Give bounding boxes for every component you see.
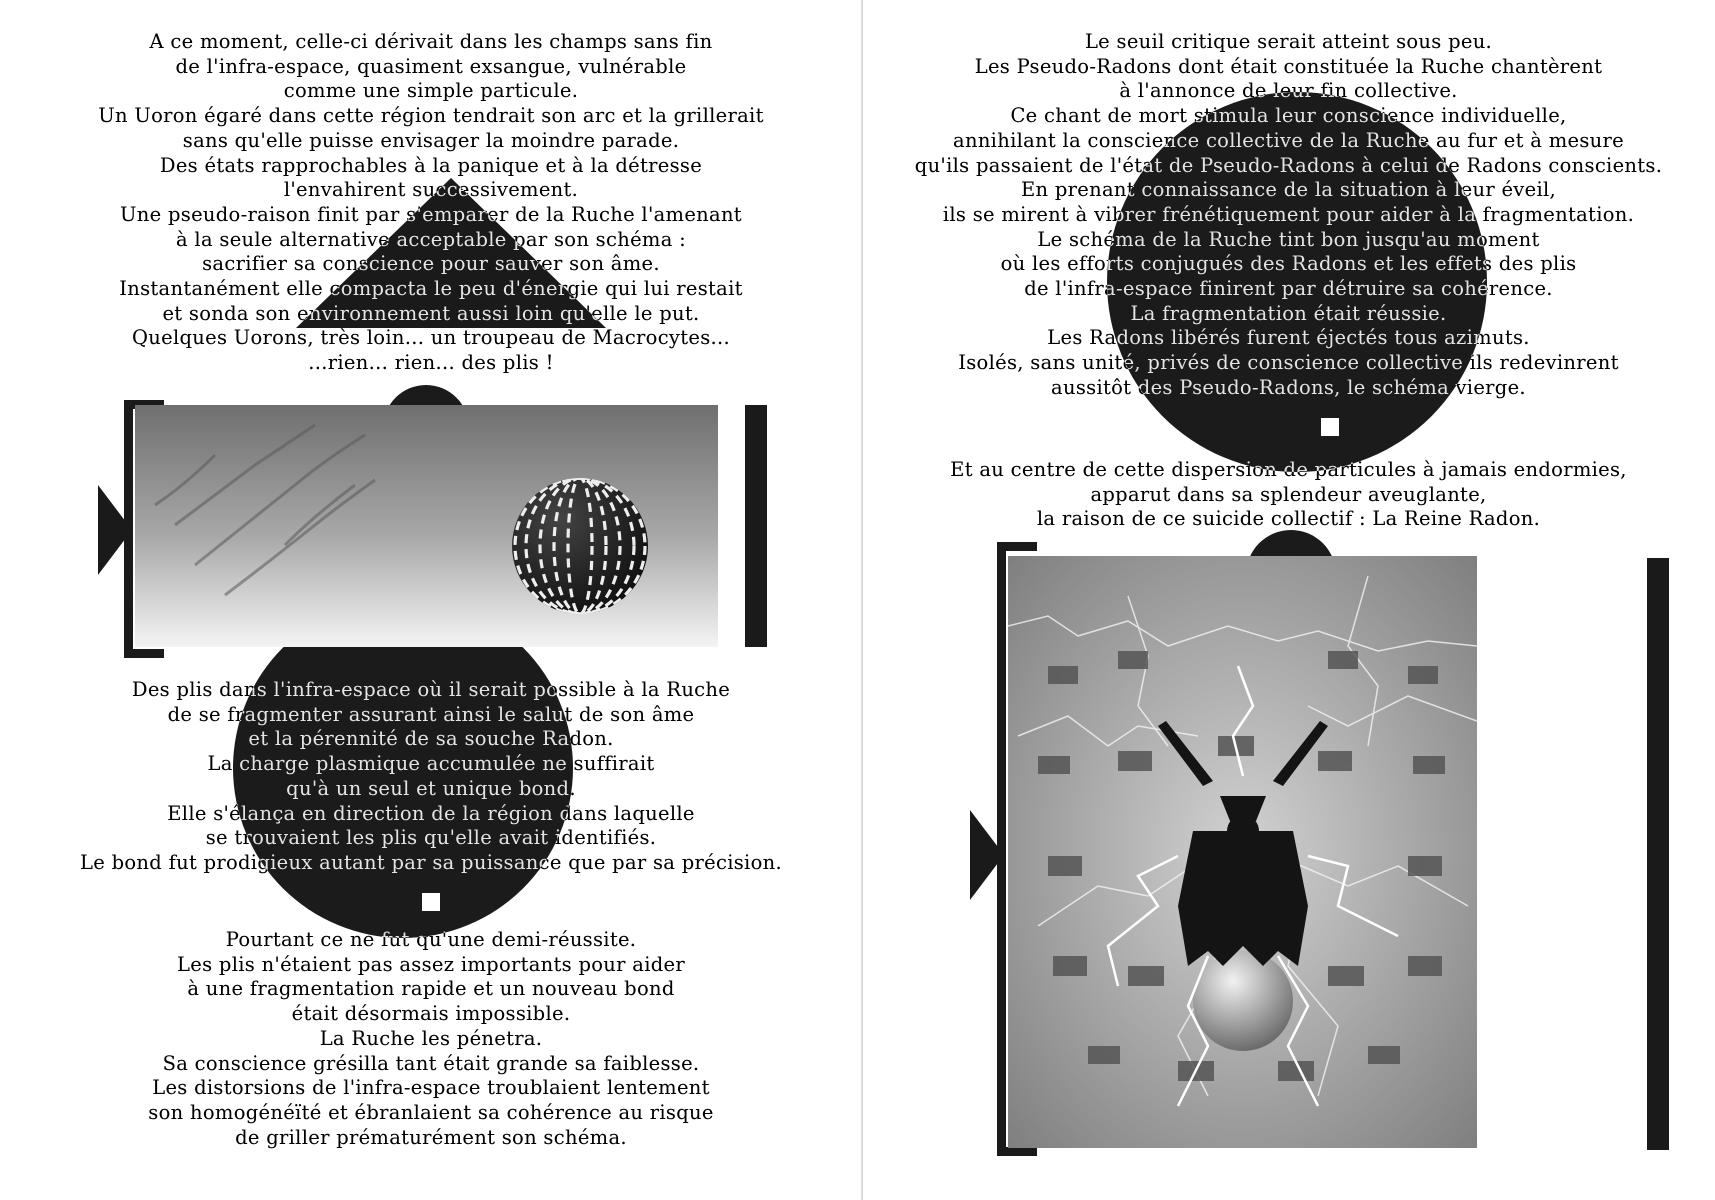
text-line: Sa conscience grésilla tant était grande sa faiblesse.: [162, 1051, 700, 1075]
decorative-bar-right: [745, 405, 767, 647]
text-line: annihilant la conscience collective de la Ruche au fur et à mesure: [953, 128, 1624, 152]
separator-square: [1321, 418, 1339, 436]
text-line: comme une simple particule.: [283, 79, 579, 103]
text-line: l'envahirent successivement.: [283, 178, 579, 202]
right-page: [862, 0, 1715, 1200]
text-line: de griller prématurément son schéma.: [235, 1125, 627, 1149]
text-line: qu'ils passaient de l'état de Pseudo-Radons à celui de Radons conscients.: [914, 153, 1663, 177]
illustration-reine-radon: [1008, 556, 1477, 1148]
text-line: ...rien... rien... des plis !: [308, 351, 554, 375]
text-line: Instantanément elle compacta le peu d'énergie qui lui restait: [119, 277, 743, 301]
text-line: Elle s'élança en direction de la région dans laquelle: [167, 801, 695, 825]
separator-square: [422, 893, 440, 911]
text-line: Pourtant ce ne fut qu'une demi-réussite.: [225, 928, 637, 951]
text-line: était désormais impossible.: [291, 1002, 571, 1026]
text-line: Les Pseudo-Radons dont était constituée la Ruche chantèrent: [974, 54, 1603, 78]
text-line: son homogénéïté et ébranlaient sa cohérence au risque: [148, 1100, 714, 1124]
text-line: sans qu'elle puisse envisager la moindre parade.: [182, 128, 680, 152]
text-line: à une fragmentation rapide et un nouveau bond: [187, 977, 675, 1001]
text-line: A ce moment, celle-ci dérivait dans les champs sans fin: [149, 30, 713, 53]
text-line: Un Uoron égaré dans cette région tendrait son arc et la grillerait: [98, 104, 764, 128]
text-line: à la seule alternative acceptable par son schéma :: [176, 227, 686, 251]
illustration-sphere: [135, 405, 718, 647]
text-line: Une pseudo-raison finit par s'emparer de la Ruche l'amenant: [120, 202, 742, 226]
text-line: de se fragmenter assurant ainsi le salut de son âme: [167, 702, 695, 726]
text-line: Et au centre de cette dispersion de particules à jamais endormies,: [950, 458, 1627, 481]
text-line: Le bond fut prodigieux autant par sa puissance que par sa précision.: [80, 850, 782, 874]
text-line: et la pérennité de sa souche Radon.: [248, 727, 614, 751]
text-line: La charge plasmique accumulée ne suffirait: [207, 752, 655, 776]
text-line: Des plis dans l'infra-espace où il serait possible à la Ruche: [131, 678, 731, 701]
text-line: et sonda son environnement aussi loin qu'elle le put.: [162, 301, 700, 325]
text-line: la raison de ce suicide collectif : La Reine Radon.: [1036, 507, 1541, 531]
right-paragraph-2: [862, 458, 1715, 532]
text-line: Isolés, sans unité, privés de conscience collective ils redevinrent: [958, 351, 1619, 375]
text-line: En prenant connaissance de la situation à leur éveil,: [1020, 178, 1557, 202]
text-line: Les distorsions de l'infra-espace troublaient lentement: [152, 1076, 710, 1100]
text-line: où les efforts conjugués des Radons et les effets des plis: [1000, 252, 1577, 276]
text-line: La Ruche les pénetra.: [319, 1026, 543, 1050]
decorative-bar-right: [1647, 558, 1669, 1150]
text-line: Le seuil critique serait atteint sous peu.: [1084, 30, 1493, 53]
text-line: apparut dans sa splendeur aveuglante,: [1090, 482, 1487, 506]
left-paragraph-1: [0, 30, 862, 376]
text-line: de l'infra-espace finirent par détruire sa cohérence.: [1024, 277, 1553, 301]
text-line: Les Radons libérés furent éjectés tous azimuts.: [1047, 326, 1530, 350]
text-line: de l'infra-espace, quasiment exsangue, vulnérable: [175, 54, 687, 78]
text-line: à l'annonce de leur fin collective.: [1119, 79, 1458, 103]
text-line: sacrifier sa conscience pour sauver son âme.: [202, 252, 660, 276]
text-line: Des états rapprochables à la panique et à la détresse: [159, 153, 703, 177]
left-paragraph-3: [0, 928, 862, 1150]
text-line: Les plis n'étaient pas assez importants pour aider: [177, 952, 685, 976]
right-paragraph-1: [862, 30, 1715, 401]
text-line: Ce chant de mort stimula leur conscience individuelle,: [1010, 104, 1567, 128]
text-line: Quelques Uorons, très loin... un troupeau de Macrocytes...: [131, 326, 731, 350]
text-line: qu'à un seul et unique bond.: [286, 776, 576, 800]
text-line: Le schéma de la Ruche tint bon jusqu'au moment: [1037, 227, 1540, 251]
text-line: se trouvaient les plis qu'elle avait identifiés.: [205, 826, 657, 850]
text-line: La fragmentation était réussie.: [1130, 301, 1447, 325]
left-paragraph-2: [0, 678, 862, 876]
text-line: ils se mirent à vibrer frénétiquement pour aider à la fragmentation.: [942, 202, 1635, 226]
text-line: aussitôt des Pseudo-Radons, le schéma vierge.: [1051, 375, 1526, 399]
